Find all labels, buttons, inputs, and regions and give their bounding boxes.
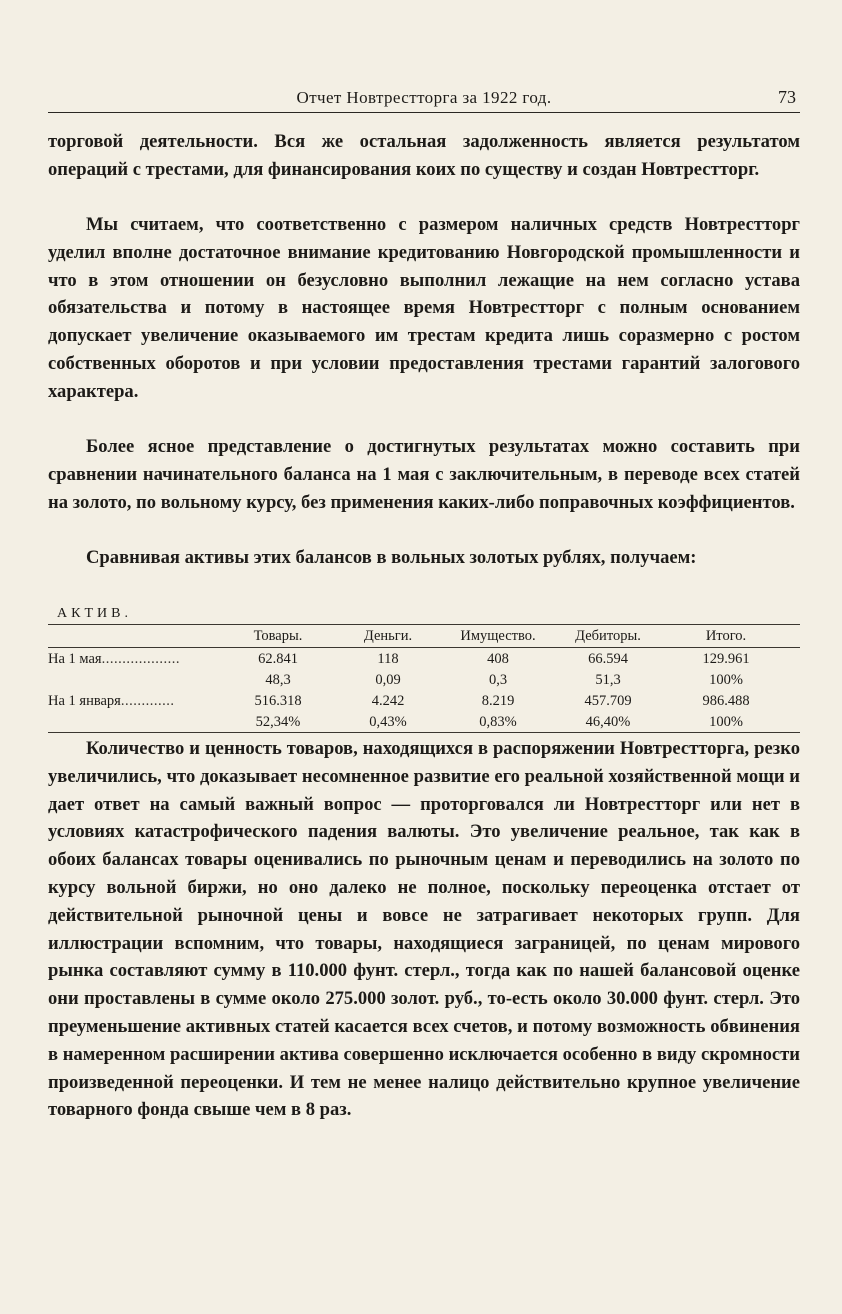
table-cell: 100% (709, 714, 743, 730)
table-cell: 457.709 (584, 693, 632, 709)
table-row (48, 690, 800, 711)
table-cell: 46,40% (585, 714, 631, 730)
column-header: Товары. (253, 628, 303, 644)
table-row (48, 648, 800, 669)
table-cell: 8.219 (481, 693, 515, 709)
table-row (48, 711, 800, 733)
table-cell: 52,34% (255, 714, 301, 730)
dot-leader: ............. (120, 693, 175, 709)
table-cell: 516.318 (254, 693, 302, 709)
page-header (48, 82, 800, 113)
column-header: Итого. (705, 628, 747, 644)
table-cell: 986.488 (702, 693, 750, 709)
row-label: На 1 января............. (48, 693, 175, 709)
table-cell: 48,3 (265, 672, 291, 688)
table-cell: 62.841 (258, 651, 298, 667)
table-cell: 0,43% (369, 714, 407, 730)
table-cell: 51,3 (595, 672, 621, 688)
table-cell: 100% (709, 672, 743, 688)
assets-table (48, 624, 800, 733)
table-cell: 408 (487, 651, 509, 667)
table-row (48, 669, 800, 690)
row-label: На 1 мая................... (48, 651, 180, 667)
paragraph-intro-table: Сравнивая активы этих балансов в вольных золотых рублях, получаем: (86, 547, 697, 568)
page-number: 73 (778, 87, 796, 107)
table-cell: 0,83% (479, 714, 517, 730)
paragraph-goods-growth: Количество и ценность товаров, находящихся в распоряжении Новтрестторга, резко увеличились, что доказывает несомненное развитие его реальной хозяйственной мощи и дает ответ на самый важный вопрос — проторговался ли Новтрестторг или нет в условиях катастрофического падения валюты. Это увеличение реальное, так как в обоих балансах товары оценивались по рыночным ценам и переводились на золото по курсу вольной биржи, но оно далеко не полное, поскольку переоценка отстает от действительной рыночной цены и вовсе не затрагивает некоторых групп. Для иллюстрации вспомним, что товары, находящиеся заграницей, по ценам мирового рынка составляют сумму в 110.000 фунт. стерл., тогда как по нашей балансовой оценке они проставлены в сумме около 275.000 золот. руб., то-есть около 30.000 фунт. стерл. Это преуменьшение активных статей касается всех счетов, и потому возможность обвинения в намеренном расширении актива совершенно исключается особенно в виду скромности произведенной переоценки. И тем не менее налицо действительно крупное увеличение товарного фонда свыше чем в 8 раз. (48, 738, 800, 1121)
column-header: Деньги. (363, 628, 413, 644)
table-cell: 0,09 (375, 672, 401, 688)
column-header: Имущество. (460, 628, 536, 644)
paragraph-balance-comparison: Более ясное представление о достигнутых результатах можно составить при сравнении начинательного баланса на 1 мая с заключительным, в переводе всех статей на золото, по вольному курсу, без применения каких-либо поправочных коэффициентов. (48, 436, 800, 513)
table-cell: 0,3 (488, 672, 508, 688)
table-header-row (48, 624, 800, 648)
table-cell: 129.961 (702, 651, 750, 667)
table-caption: АКТИВ. (57, 606, 132, 621)
table-cell: 66.594 (588, 651, 628, 667)
dot-leader: ................... (101, 651, 180, 667)
table-cell: 118 (377, 651, 399, 667)
table-cell: 4.242 (371, 693, 405, 709)
column-header: Дебиторы. (575, 628, 641, 644)
paragraph-credit: Мы считаем, что соответственно с размером наличных средств Новтрестторг уделил вполне достаточное внимание кредитованию Новгородской промышленности и что в этом отношении он безусловно выполнил лежащие на нем согласно устава обязательства и потому в настоящее время Новтрестторг с полным основанием допускает увеличение оказываемого им трестам кредита лишь соразмерно с ростом собственных оборотов и при условии предоставления трестами гарантий залогового характера. (48, 214, 800, 402)
paragraph-continuation: торговой деятельности. Вся же остальная задолженность является результатом операций с трестами, для финансирования коих по существу и создан Новтрестторг. (48, 131, 800, 180)
running-title: Отчет Новтрестторга за 1922 год. (296, 88, 552, 107)
